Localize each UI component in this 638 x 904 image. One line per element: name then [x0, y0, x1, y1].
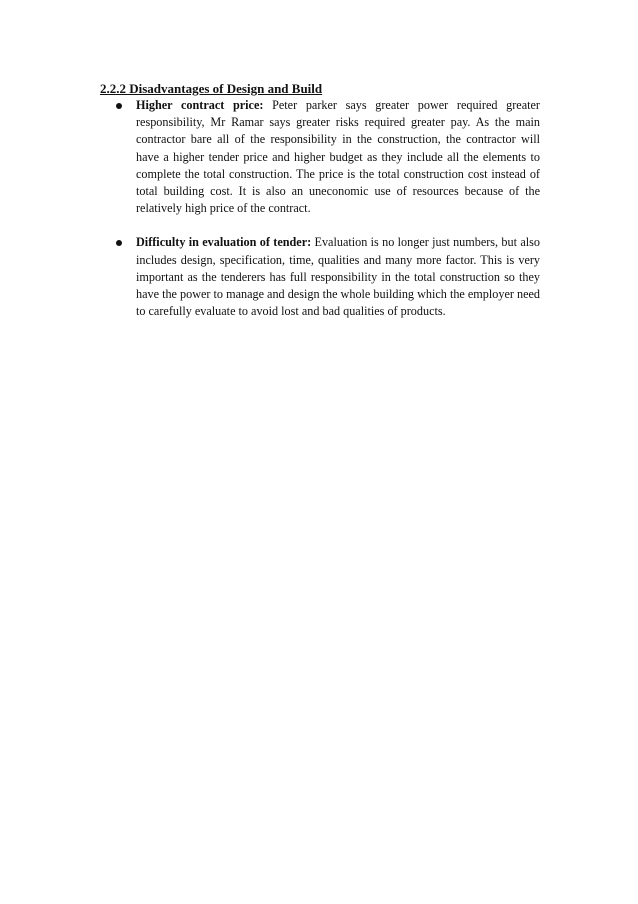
list-item-higher-contract-price — [100, 97, 540, 217]
bullet-icon — [116, 103, 122, 109]
disadvantages-section — [100, 80, 540, 320]
bullet-label: Difficulty in evaluation of tender: — [136, 235, 312, 250]
bullet-icon — [116, 240, 122, 246]
bullet-text: Evaluation is no longer just numbers, but also includes design, specification, time, qualities and many more factor. This is very important as the tenderers has full responsibility in the total construction so they have the power to manage and design the whole building which the employer need to carefully evaluate to avoid lost and bad qualities of products. — [136, 235, 540, 319]
section-heading: 2.2.2 Disadvantages of Design and Build — [100, 81, 323, 96]
bullet-list — [100, 97, 540, 320]
bullet-label: Higher contract price: — [136, 98, 264, 112]
list-item-difficulty-evaluation — [100, 234, 540, 320]
bullet-text: Peter parker says greater power required greater responsibility, Mr Ramar says greater risks required greater pay. As the main contractor bare all of the responsibility in the construction, the contractor will have a higher tender price and higher budget as they include all the elements to complete the total construction. The price is the total construction cost instead of total building cost. It is also an uneconomic use of resources because of the relatively high price of the contract. — [136, 98, 540, 216]
